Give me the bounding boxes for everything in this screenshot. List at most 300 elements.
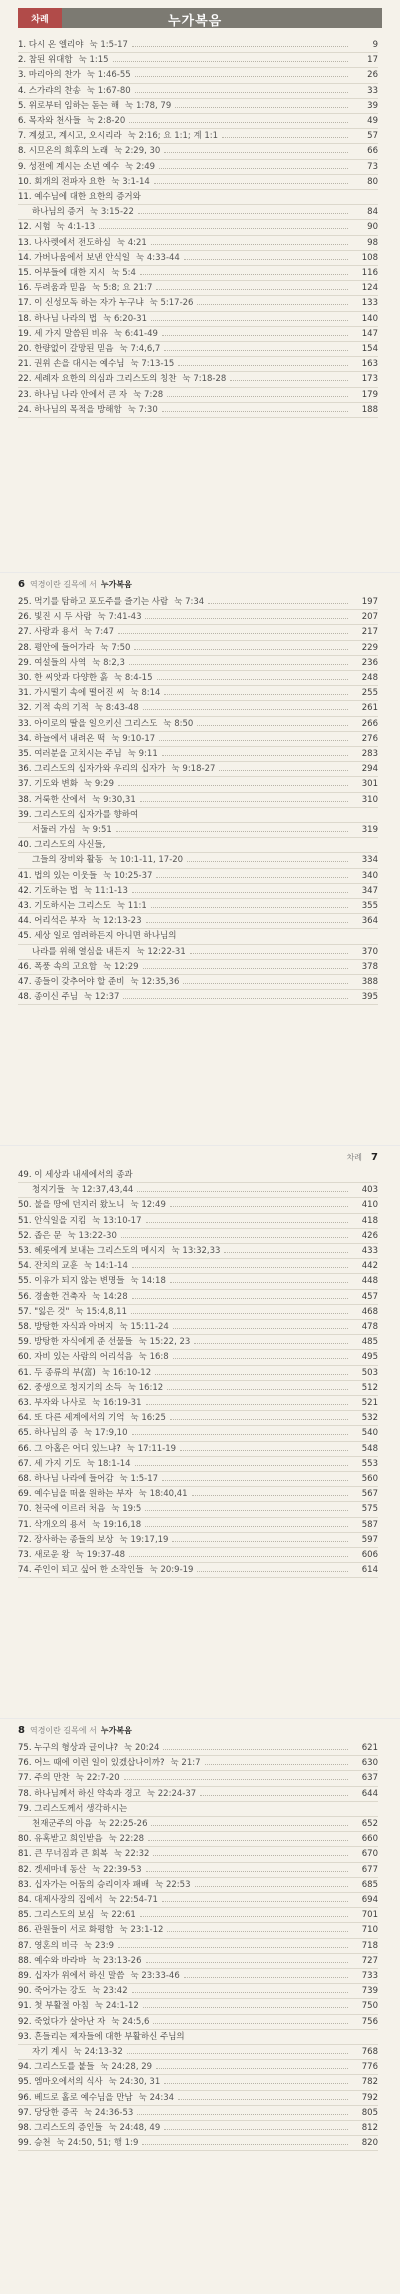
toc-entry-title: 16. 두려움과 믿음: [18, 283, 87, 294]
dot-leader: [164, 687, 348, 695]
toc-entry-page: 73: [367, 161, 378, 172]
toc-entry[interactable]: [18, 266, 378, 281]
toc-entry[interactable]: [18, 1969, 378, 1984]
toc-entry-reference: 눅 24:36-53: [83, 2107, 134, 2118]
toc-entry-page: 355: [361, 901, 378, 912]
toc-entry[interactable]: [18, 869, 378, 884]
toc-entry-page: 248: [361, 673, 378, 684]
toc-entry-page: 548: [361, 1443, 378, 1454]
toc-entry[interactable]: [18, 38, 378, 53]
dot-leader: [146, 915, 349, 923]
dot-leader: [145, 611, 348, 619]
toc-entry-reference: 눅 22:25-26: [98, 1819, 148, 1830]
toc-entry[interactable]: [18, 762, 378, 777]
toc-entry[interactable]: [18, 1832, 378, 1847]
toc-entry-page: 33: [367, 85, 378, 96]
dot-leader: [195, 1879, 349, 1887]
toc-entry-reference: 눅 14:1-14: [83, 1261, 128, 1272]
toc-entry-title: 82. 겟세마네 동산: [18, 1864, 87, 1875]
toc-entry-page: 820: [361, 2138, 378, 2149]
toc-entry[interactable]: [18, 990, 378, 1005]
dot-leader: [197, 718, 348, 726]
dot-leader: [146, 1215, 349, 1223]
toc-entry-reference: 눅 19:17,19: [119, 1534, 169, 1545]
toc-entry[interactable]: [18, 312, 378, 327]
toc-entry-reference: 눅 2:8-20: [86, 116, 126, 127]
toc-entry-page: 457: [361, 1291, 378, 1302]
toc-entry-title: 88. 예수와 바라바: [18, 1955, 87, 1966]
toc-entry-page: 124: [361, 283, 378, 294]
toc-entry-title: 70. 천국에 이르러 처음: [18, 1504, 106, 1515]
toc-entry[interactable]: [18, 1502, 378, 1517]
toc-entry-title: 40. 그리스도의 사신들,: [18, 840, 106, 851]
toc-entry[interactable]: [18, 2091, 378, 2106]
toc-entry-reference: 눅 7:4,6,7: [119, 344, 161, 355]
toc-entry-page: 805: [361, 2107, 378, 2118]
toc-entry[interactable]: [18, 1771, 378, 1786]
toc-entry-title: 17. 이 신성모독 하는 자가 누구냐: [18, 298, 144, 309]
dot-leader: [143, 2000, 348, 2008]
toc-entry[interactable]: [18, 656, 378, 671]
toc-entry-page: 188: [361, 404, 378, 415]
toc-entry[interactable]: [18, 68, 378, 83]
toc-entry-page: 173: [361, 374, 378, 385]
toc-entry[interactable]: [18, 1518, 378, 1533]
toc-entry[interactable]: [18, 99, 378, 114]
toc-entry-reference: 눅 19:5: [111, 1504, 142, 1515]
toc-entry[interactable]: [18, 1168, 378, 1183]
toc-entry-page: 532: [361, 1413, 378, 1424]
dot-leader: [162, 748, 348, 756]
toc-entry-title: 23. 하나님 나라 안에서 큰 자: [18, 389, 128, 400]
toc-entry[interactable]: [18, 1893, 378, 1908]
toc-entry-title: 나라를 위해 열심을 내든지: [32, 946, 131, 957]
dot-leader: [118, 626, 348, 634]
dot-leader: [140, 267, 348, 275]
toc-entry[interactable]: [18, 686, 378, 701]
toc-entry[interactable]: [18, 884, 378, 899]
toc-entry-reference: 눅 7:47: [83, 627, 114, 638]
toc-entry[interactable]: [18, 175, 378, 190]
toc-entry-title: 31. 가시떨기 속에 떨어진 씨: [18, 688, 125, 699]
toc-entry[interactable]: [18, 1442, 378, 1457]
toc-entry[interactable]: [18, 1999, 378, 2014]
toc-entry-reference: 눅 1:78, 79: [125, 100, 172, 111]
toc-entry-title: 99. 승천: [18, 2138, 51, 2149]
toc-entry-page: 133: [361, 298, 378, 309]
toc-entry-title: 87. 영혼의 비극: [18, 1940, 78, 1951]
toc-entry[interactable]: [18, 2045, 378, 2060]
toc-entry[interactable]: [18, 595, 378, 610]
toc-entry-page: 567: [361, 1489, 378, 1500]
toc-entry-page: 301: [361, 779, 378, 790]
toc-entry-page: 637: [361, 1773, 378, 1784]
toc-entry[interactable]: [18, 160, 378, 175]
toc-entry[interactable]: [18, 1183, 378, 1198]
toc-entry[interactable]: [18, 975, 378, 990]
toc-entry[interactable]: [18, 1878, 378, 1893]
toc-entry[interactable]: [18, 929, 378, 944]
toc-entry-page: 90: [367, 222, 378, 233]
toc-entry-title: 86. 관원들이 서로 화평함: [18, 1925, 114, 1936]
dot-leader: [162, 404, 348, 412]
toc-entry-title: 64. 또 다른 세계에서의 기억: [18, 1413, 125, 1424]
toc-entry[interactable]: [18, 1787, 378, 1802]
toc-entry[interactable]: [18, 1741, 378, 1756]
toc-entry-reference: 눅 24:30, 31: [108, 2077, 161, 2088]
toc-entry[interactable]: [18, 342, 378, 357]
toc-entry-reference: 눅 24:50, 51; 행 1:9: [56, 2138, 139, 2149]
dot-leader: [146, 1864, 349, 1872]
toc-entry[interactable]: [18, 853, 378, 868]
toc-entry-reference: 눅 8:14: [130, 688, 161, 699]
toc-entry[interactable]: [18, 1802, 378, 1817]
toc-entry-reference: 눅 5:17-26: [149, 298, 194, 309]
toc-entry-title: 자기 계시: [32, 2047, 68, 2058]
toc-entry-reference: 눅 24:1-12: [94, 2001, 139, 2012]
toc-entry-title: 하나님의 증거: [32, 207, 84, 218]
toc-entry[interactable]: [18, 2121, 378, 2136]
toc-entry[interactable]: [18, 1274, 378, 1289]
toc-entry-title: 43. 기도하시는 그리스도: [18, 901, 111, 912]
toc-entry[interactable]: [18, 625, 378, 640]
toc-entry-title: 50. 불을 땅에 던지러 왔노니: [18, 1200, 125, 1211]
toc-entry[interactable]: [18, 732, 378, 747]
toc-entry-page: 426: [361, 1230, 378, 1241]
dot-leader: [99, 221, 348, 229]
toc-entry[interactable]: [18, 793, 378, 808]
toc-entry[interactable]: [18, 808, 378, 823]
running-header: [0, 1719, 400, 1741]
toc-entry-page: 644: [361, 1788, 378, 1799]
toc-entry[interactable]: [18, 914, 378, 929]
toc-entry[interactable]: [18, 1244, 378, 1259]
toc-entry[interactable]: [18, 1817, 378, 1832]
toc-entry[interactable]: [18, 1472, 378, 1487]
toc-entry[interactable]: [18, 823, 378, 838]
toc-entry-page: 378: [361, 961, 378, 972]
toc-entry-reference: 눅 10:1-11, 17-20: [109, 855, 184, 866]
page-number: 7: [371, 1151, 378, 1163]
toc-entry-reference: 눅 24:5,6: [111, 2016, 150, 2027]
dot-leader: [200, 1788, 348, 1796]
toc-entry[interactable]: [18, 114, 378, 129]
toc-entry[interactable]: [18, 327, 378, 342]
toc-entry-reference: 눅 20:24: [124, 1743, 160, 1753]
toc-entry-title: 35. 여러분을 고치시는 주님: [18, 749, 122, 760]
toc-entry[interactable]: [18, 671, 378, 686]
dot-leader: [170, 1275, 348, 1283]
toc-entry[interactable]: [18, 2075, 378, 2090]
toc-entry[interactable]: [18, 296, 378, 311]
toc-entry[interactable]: [18, 1908, 378, 1923]
toc-entry-page: 782: [361, 2077, 378, 2088]
dot-leader: [167, 1924, 348, 1932]
toc-entry[interactable]: [18, 220, 378, 235]
toc-entry[interactable]: [18, 388, 378, 403]
dot-leader: [137, 1184, 348, 1192]
toc-entry-reference: 눅 3:1-14: [111, 176, 150, 187]
dot-leader: [159, 733, 348, 741]
toc-entry-page: 718: [361, 1940, 378, 1951]
toc-entry-reference: 눅 13:32,33: [171, 1246, 221, 1257]
toc-entry-title: 1. 다시 온 엘리야: [18, 40, 84, 50]
toc-entry[interactable]: [18, 1214, 378, 1229]
toc-entry[interactable]: [18, 1411, 378, 1426]
toc-entry[interactable]: [18, 899, 378, 914]
toc-entry[interactable]: [18, 1426, 378, 1441]
toc-entry[interactable]: [18, 1335, 378, 1350]
running-header: [0, 1146, 400, 1168]
toc-entry-page: 283: [361, 749, 378, 760]
toc-entry[interactable]: [18, 945, 378, 960]
toc-entry-reference: 눅 15:4,8,11: [75, 1306, 128, 1317]
toc-entry[interactable]: [18, 610, 378, 625]
toc-entry-page: 630: [361, 1758, 378, 1769]
toc-entry-page: 147: [361, 328, 378, 339]
toc-entry-reference: 눅 22:54-71: [108, 1895, 158, 1906]
toc-entry[interactable]: [18, 1305, 378, 1320]
toc-entry[interactable]: [18, 281, 378, 296]
toc-entry[interactable]: [18, 205, 378, 220]
toc-entry-page: 403: [361, 1185, 378, 1196]
toc-entry-page: 418: [361, 1215, 378, 1226]
toc-entry-page: 49: [367, 116, 378, 127]
dot-leader: [197, 1564, 348, 1572]
dot-leader: [131, 1306, 348, 1314]
toc-entry-page: 179: [361, 389, 378, 400]
toc-entry-reference: 눅 12:37: [83, 992, 120, 1003]
toc-entry[interactable]: [18, 84, 378, 99]
toc-entry-reference: 눅 8:50: [163, 718, 194, 729]
toc-entry[interactable]: [18, 144, 378, 159]
toc-entry-reference: 눅 4:1-13: [56, 222, 96, 233]
dot-leader: [159, 161, 348, 169]
toc-entry-title: 7. 계셨고, 계시고, 오시리라: [18, 131, 122, 142]
toc-entry-title: 10. 회개의 전파자 요한: [18, 176, 106, 187]
toc-entry-title: 90. 죽어가는 강도: [18, 1986, 87, 1997]
toc-entry[interactable]: [18, 1984, 378, 1999]
dot-leader: [184, 252, 348, 260]
dot-leader: [153, 2016, 348, 2024]
toc-entry-reference: 눅 7:34: [174, 597, 205, 607]
toc-entry[interactable]: [18, 1548, 378, 1563]
toc-entry[interactable]: [18, 960, 378, 975]
dot-leader: [129, 115, 348, 123]
toc-entry-page: 294: [361, 764, 378, 775]
toc-entry[interactable]: [18, 717, 378, 732]
toc-entry[interactable]: [18, 747, 378, 762]
toc-entry[interactable]: [18, 190, 378, 205]
toc-entry-reference: 눅 19:37-48: [75, 1550, 126, 1561]
toc-entry-title: 34. 하늘에서 내려온 떡: [18, 733, 106, 744]
toc-entry[interactable]: [18, 1487, 378, 1502]
toc-entry-page: 812: [361, 2123, 378, 2134]
toc-entry[interactable]: [18, 1457, 378, 1472]
dot-leader: [157, 672, 349, 680]
toc-entry-title: 25. 먹기를 탐하고 포도주를 즐기는 사람: [18, 597, 169, 607]
toc-entry-reference: 눅 13:10-17: [92, 1215, 142, 1226]
toc-entry-reference: 눅 12:49: [130, 1200, 166, 1211]
dot-leader: [230, 373, 348, 381]
toc-entry-title: 44. 어리석은 부자: [18, 916, 87, 927]
toc-entry-page: 140: [361, 313, 378, 324]
toc-entry[interactable]: [18, 641, 378, 656]
dot-leader: [222, 130, 348, 138]
toc-entry[interactable]: [18, 1320, 378, 1335]
toc-entry-page: 448: [361, 1276, 378, 1287]
toc-entry-reference: 눅 22:61: [100, 1910, 136, 1921]
toc-entry-page: 395: [361, 992, 378, 1003]
toc-entry[interactable]: [18, 2015, 378, 2030]
toc-entry-title: 97. 당당한 증곡: [18, 2107, 78, 2118]
toc-entry-page: 80: [367, 176, 378, 187]
dot-leader: [180, 1443, 348, 1451]
dot-leader: [129, 657, 348, 665]
toc-entry[interactable]: [18, 403, 378, 418]
dot-leader: [156, 2061, 348, 2069]
toc-entry[interactable]: [18, 1290, 378, 1305]
dot-leader: [192, 1488, 348, 1496]
dot-leader: [124, 1772, 348, 1780]
toc-entry-reference: 눅 4:21: [116, 237, 147, 248]
dot-leader: [156, 282, 348, 290]
running-header: [0, 573, 400, 595]
toc-entry-title: 그들의 장비와 활동: [32, 855, 104, 866]
toc-entry-reference: 눅 9:29: [83, 779, 114, 790]
toc-entry[interactable]: [18, 2060, 378, 2075]
toc-entry-title: 24. 하나님의 목적을 방해함: [18, 404, 122, 415]
toc-entry-reference: 눅 7:50: [100, 642, 131, 653]
toc-entry[interactable]: [18, 1847, 378, 1862]
dot-leader: [178, 358, 348, 366]
dot-leader: [164, 145, 348, 153]
toc-entry[interactable]: [18, 1259, 378, 1274]
running-book-title: 역경이란 길목에 서: [29, 579, 97, 589]
toc-entry-page: 261: [361, 703, 378, 714]
toc-entry-page: 652: [361, 1819, 378, 1830]
toc-entry[interactable]: [18, 236, 378, 251]
toc-badge: 차례: [18, 8, 62, 28]
toc-entry-reference: 눅 7:13-15: [130, 359, 175, 370]
dot-leader: [134, 642, 348, 650]
toc-entry-title: 96. 베드로 홀로 예수님을 만남: [18, 2092, 133, 2103]
toc-entry-page: 410: [361, 1200, 378, 1211]
toc-entry-reference: 눅 1:67-80: [86, 85, 131, 96]
toc-entry[interactable]: [18, 1198, 378, 1213]
toc-entry-reference: 눅 18:1-14: [86, 1458, 131, 1469]
toc-entry-title: 5. 위로부터 임하는 돋는 해: [18, 100, 120, 111]
toc-entry-page: 207: [361, 612, 378, 623]
toc-entry-title: 29. 여설들의 사역: [18, 657, 87, 668]
toc-entry-page: 614: [361, 1565, 378, 1576]
toc-entry[interactable]: [18, 1350, 378, 1365]
toc-entry-reference: 눅 1:46-55: [86, 70, 131, 81]
toc-entry[interactable]: [18, 357, 378, 372]
toc-entry-page: 478: [361, 1322, 378, 1333]
toc-entry-title: 39. 그리스도의 십자가를 향하여: [18, 809, 139, 820]
toc-entry-title: 청지기들: [32, 1185, 65, 1196]
toc-entry[interactable]: [18, 2136, 378, 2151]
dot-leader: [197, 297, 348, 305]
toc-entry-title: 9. 성전에 계시는 소년 예수: [18, 161, 120, 172]
toc-entry[interactable]: [18, 2106, 378, 2121]
toc-entry-page: 442: [361, 1261, 378, 1272]
toc-entry[interactable]: [18, 1923, 378, 1938]
toc-entry[interactable]: [18, 1229, 378, 1244]
toc-entry[interactable]: [18, 1381, 378, 1396]
toc-entry-reference: 눅 14:18: [130, 1276, 166, 1287]
toc-entry-page: 370: [361, 946, 378, 957]
toc-entry-reference: 눅 23:42: [92, 1986, 128, 1997]
toc-entry-reference: 눅 12:22-31: [136, 946, 186, 957]
toc-entry[interactable]: [18, 777, 378, 792]
toc-entry-reference: 눅 3:15-22: [89, 207, 134, 218]
toc-entry-reference: 눅 14:28: [92, 1291, 128, 1302]
toc-entry[interactable]: [18, 1366, 378, 1381]
toc-entry[interactable]: [18, 701, 378, 716]
toc-entry-reference: 눅 21:7: [170, 1758, 201, 1769]
toc-entry-title: 4. 스가랴의 찬송: [18, 85, 81, 96]
toc-entry-page: 66: [367, 146, 378, 157]
toc-header-band: [18, 8, 382, 28]
toc-entry[interactable]: [18, 1396, 378, 1411]
toc-entry-reference: 눅 19:16,18: [92, 1519, 142, 1530]
toc-entry[interactable]: [18, 129, 378, 144]
toc-entry-reference: 눅 7:41-43: [97, 612, 142, 623]
dot-leader: [143, 961, 348, 969]
dot-leader: [224, 1245, 348, 1253]
toc-entry-page: 255: [361, 688, 378, 699]
toc-entry[interactable]: [18, 1863, 378, 1878]
toc-entry[interactable]: [18, 838, 378, 853]
toc-entry-page: 694: [361, 1895, 378, 1906]
toc-entry[interactable]: [18, 372, 378, 387]
toc-entry-title: 서둘러 가심: [32, 825, 76, 836]
toc-entry-title: 76. 어느 때에 이런 일이 있겠삽나이까?: [18, 1758, 165, 1769]
toc-entry[interactable]: [18, 53, 378, 68]
dot-leader: [132, 1260, 348, 1268]
toc-entry-page: 739: [361, 1986, 378, 1997]
dot-leader: [132, 885, 348, 893]
toc-entry-reference: 눅 9:10-17: [111, 733, 156, 744]
toc-page-2: [0, 573, 400, 1145]
toc-entry[interactable]: [18, 251, 378, 266]
toc-entry-page: 319: [361, 825, 378, 836]
toc-entry[interactable]: [18, 1756, 378, 1771]
toc-entry-reference: 눅 24:28, 29: [100, 2062, 153, 2073]
toc-entry-reference: 눅 9:18-27: [171, 764, 216, 775]
toc-entry-reference: 눅 12:37,43,44: [70, 1185, 134, 1196]
toc-entry-reference: 눅 15:22, 23: [138, 1337, 191, 1348]
dot-leader: [143, 702, 348, 710]
dot-leader: [121, 1230, 348, 1238]
toc-entry-reference: 눅 4:33-44: [135, 252, 180, 263]
toc-entry-title: 47. 종들이 갖추어야 할 준비: [18, 977, 125, 988]
dot-leader: [129, 1549, 348, 1557]
toc-entry[interactable]: [18, 1954, 378, 1969]
toc-entry-page: 347: [361, 885, 378, 896]
toc-entry-reference: 눅 20:9-19: [149, 1565, 194, 1576]
dot-leader: [151, 900, 348, 908]
toc-entry-title: 95. 엠마오에서의 식사: [18, 2077, 103, 2088]
toc-entry[interactable]: [18, 1563, 378, 1578]
toc-entry[interactable]: [18, 1939, 378, 1954]
toc-entry[interactable]: [18, 1533, 378, 1548]
toc-entry-reference: 눅 18:40,41: [138, 1489, 188, 1500]
dot-leader: [172, 1534, 348, 1542]
toc-entry[interactable]: [18, 2030, 378, 2045]
